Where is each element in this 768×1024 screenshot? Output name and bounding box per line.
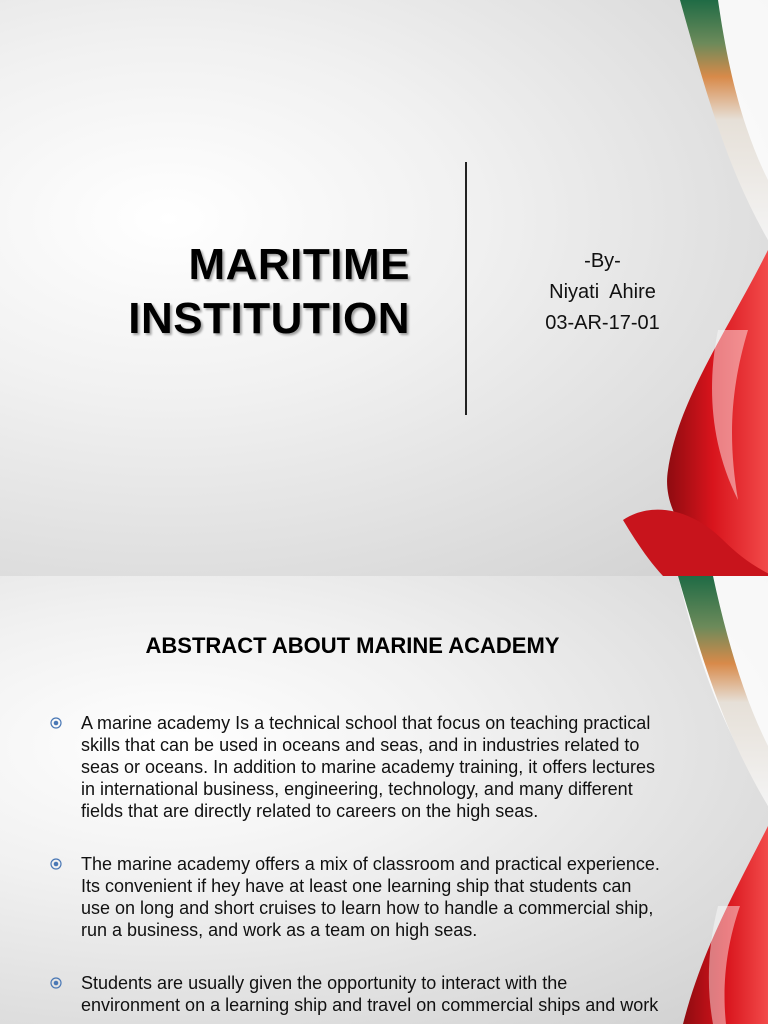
author-name: Niyati Ahire [549, 281, 656, 303]
bullet-item [50, 972, 660, 1016]
bullet-item [50, 712, 660, 822]
title-line-1: MARITIME [188, 240, 410, 289]
vertical-divider [465, 162, 467, 415]
slide-title [128, 238, 410, 346]
bullet-text: Students are usually given the opportunity to interact with the environment on a learning ship and travel on commercial ships and work [81, 973, 659, 1015]
slide-heading: ABSTRACT ABOUT MARINE ACADEMY [145, 633, 560, 658]
abstract-slide [0, 576, 768, 1024]
circle-dot-icon [50, 977, 62, 989]
bullet-item [50, 853, 660, 941]
byline-label: -By- [584, 250, 621, 272]
author-id: 03-AR-17-01 [545, 312, 660, 334]
circle-dot-icon [50, 858, 62, 870]
title-line-2: INSTITUTION [128, 294, 410, 343]
bullet-text: The marine academy offers a mix of classroom and practical experience. Its convenient if hey have at least one learning ship that students can use on long and short cruises to learn how to handle a commercial ship, run a business, and work as a team on high seas. [81, 854, 660, 940]
circle-dot-icon [50, 717, 62, 729]
bullet-list [50, 712, 660, 1024]
author-byline [520, 246, 685, 339]
bullet-text: A marine academy Is a technical school that focus on teaching practical skills that can be used in oceans and seas, and in industries related to seas or oceans. In addition to marine academy training, it offers lectures in international business, engineering, technology, and many different fields that are directly related to careers on the high seas. [81, 713, 655, 821]
